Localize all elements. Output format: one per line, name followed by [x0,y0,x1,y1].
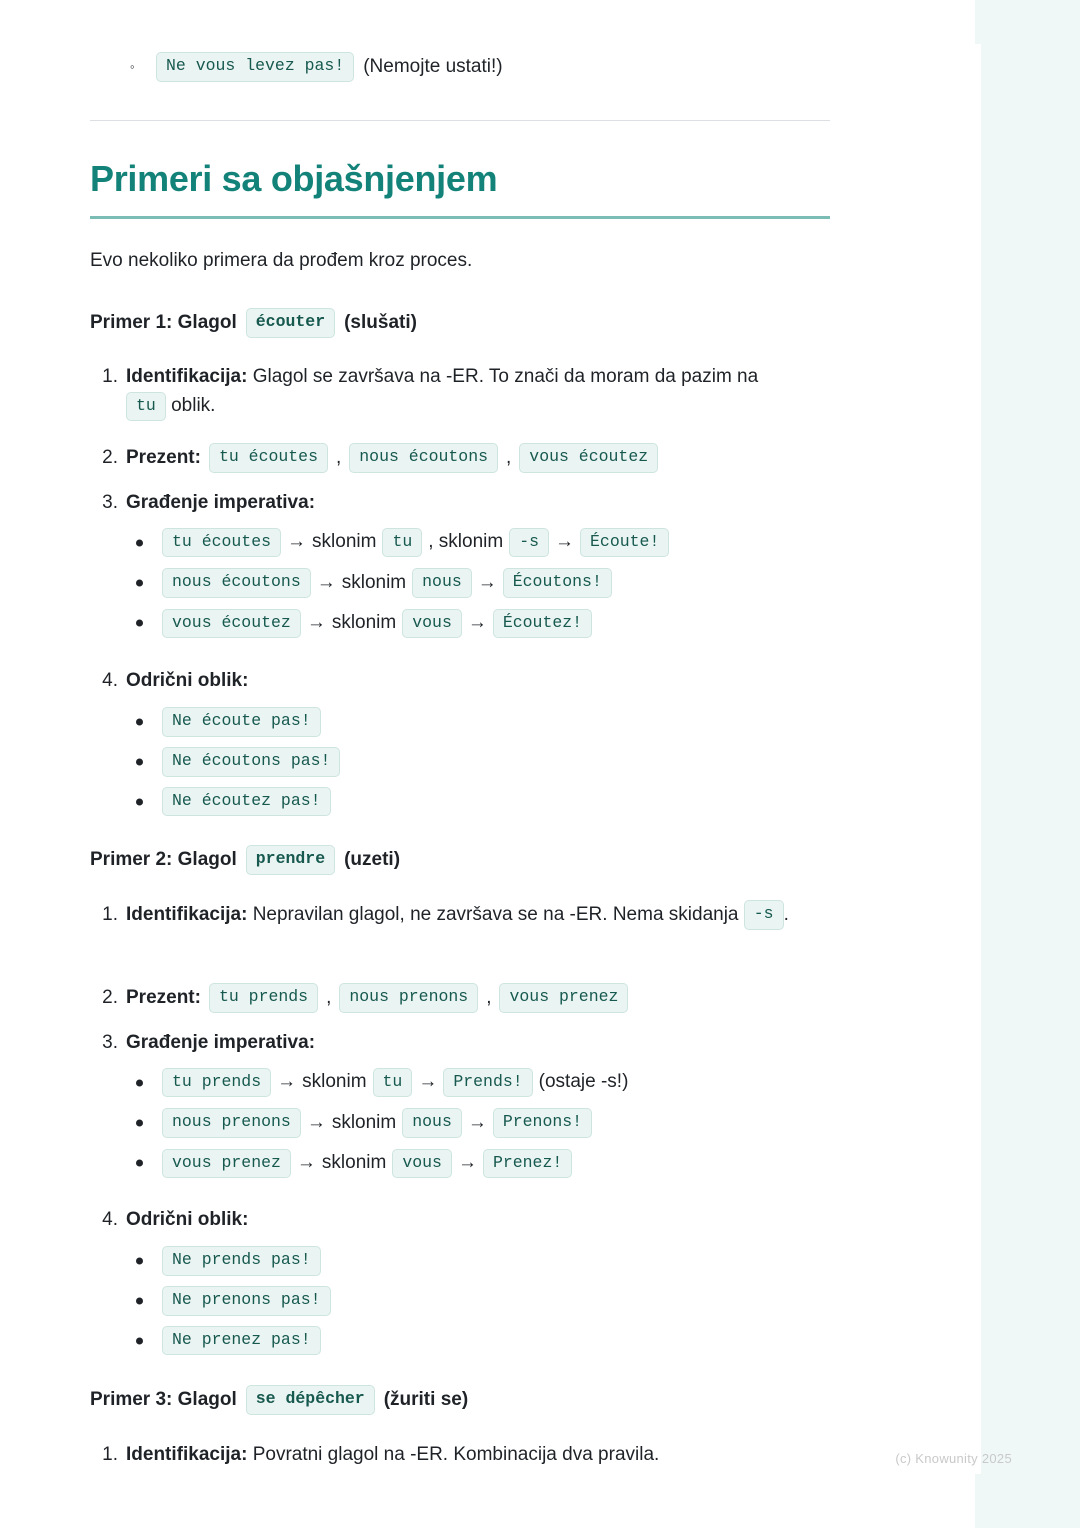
step-text: Glagol se završava na -ER. To znači da moram da pazim na [247,366,759,387]
code-chip: -s [744,900,784,930]
page-side-strip-inner [975,44,981,1474]
action-text-2: , sklonim [428,531,504,553]
code-chip-result: Prenons! [493,1108,592,1138]
list-item [126,1067,850,1097]
bullet-dot [136,580,143,587]
intro-paragraph: Evo nekoliko primera da prođem kroz proces. [90,250,473,271]
step-text: Nepravilan glagol, ne završava se na -ER. Nema skidanja [247,904,739,925]
separator: , [336,447,342,469]
action-text: sklonim [331,612,397,634]
action-text: sklonim [312,531,377,553]
code-chip-result: Prenez! [483,1149,572,1179]
example-label: Primer 2: Glagol [90,848,237,870]
example-3-step-1 [90,1440,850,1475]
code-chip: tu [373,1068,413,1098]
code-chip: -s [509,528,549,558]
code-chip: tu [126,392,166,422]
step-title: Identifikacija: [126,904,248,925]
code-chip: vous écoutez [162,609,301,639]
code-chip: vous prenez [162,1149,291,1179]
example-meaning: (žuriti se) [383,1388,469,1410]
list-item [126,1148,850,1178]
list-item [126,608,850,638]
example-label: Primer 1: Glagol [90,311,237,333]
list-number: 1. [102,904,118,925]
example-meaning: (uzeti) [344,848,401,870]
arrow-icon: → [316,571,336,593]
code-chip-result: Prends! [443,1068,532,1098]
bullet-dot [136,1120,143,1127]
example-label: Primer 3: Glagol [90,1388,237,1410]
bullet-dot [136,1297,143,1304]
list-number: 4. [102,670,118,691]
example-1-step-4 [90,666,850,826]
list-item [126,1246,850,1276]
code-chip: nous écoutons [162,568,311,598]
example-2-step-1 [90,900,850,936]
title-underline [90,216,830,219]
list-item [126,1326,850,1356]
arrow-icon: → [555,531,575,553]
code-chip: Ne écoutons pas! [162,747,340,777]
code-chip: Ne écoute pas! [162,707,321,737]
list-item [126,1108,850,1138]
list-number: 2. [102,987,118,1008]
code-chip-result: Écoutons! [503,568,612,598]
step-title: Identifikacija: [126,366,248,387]
example-2-heading [90,845,850,875]
step-title: Prezent: [126,987,201,1009]
code-chip: vous prenez [499,983,628,1013]
watermark: (c) Knowunity 2025 [895,1451,1012,1466]
code-chip-verb: écouter [246,308,335,338]
list-item [126,527,850,557]
page-side-strip [975,0,1080,1528]
arrow-icon: → [457,1152,477,1174]
code-chip: Ne prends pas! [162,1246,321,1276]
page-title: Primeri sa objašnjenjem [90,158,498,199]
example-2-step-4 [90,1205,850,1365]
action-text: sklonim [331,1111,397,1133]
step-title: Odrični oblik: [126,1209,249,1230]
code-chip: vous [392,1149,452,1179]
list-item [126,1286,850,1316]
list-number: 3. [102,492,118,513]
translation-text: (Nemojte ustati!) [363,55,503,77]
action-text: sklonim [302,1071,367,1093]
code-chip: nous prenons [339,983,478,1013]
example-3-heading [90,1385,850,1415]
bullet-dot [136,719,143,726]
action-text: sklonim [321,1152,387,1174]
separator: , [486,987,492,1009]
list-number: 3. [102,1032,118,1053]
code-chip: tu écoutes [209,443,328,473]
step-text-after: . [783,904,789,925]
example-meaning: (slušati) [344,311,417,333]
separator: , [506,447,512,469]
list-item [126,568,850,598]
bullet-dot [136,539,143,546]
action-text: sklonim [341,571,407,593]
code-chip: Ne vous levez pas! [156,52,354,82]
list-item [126,787,850,817]
list-item [126,747,850,777]
bullet-dot [136,758,143,765]
arrow-icon: → [477,571,497,593]
list-number: 4. [102,1209,118,1230]
step-text-after: oblik. [171,395,216,417]
bullet-dot [136,798,143,805]
code-chip: Ne prenons pas! [162,1286,331,1316]
step-title: Građenje imperativa: [126,1032,316,1053]
code-chip: tu prends [162,1068,271,1098]
list-number: 1. [102,1444,118,1465]
divider [90,120,830,121]
code-chip-result: Écoutez! [493,609,592,639]
code-chip: Ne écoutez pas! [162,787,331,817]
bullet-marker: ◦ [130,59,135,75]
separator: , [326,987,332,1009]
bullet-dot [136,1258,143,1265]
step-text: Povratni glagol na -ER. Kombinacija dva pravila. [247,1444,660,1465]
arrow-icon: → [467,612,487,634]
code-chip: vous écoutez [519,443,658,473]
step-title: Prezent: [126,447,201,469]
code-chip: nous écoutons [349,443,498,473]
code-chip: tu prends [209,983,318,1013]
step-title: Identifikacija: [126,1444,248,1465]
code-chip-result: Écoute! [580,528,669,558]
list-item [130,52,503,82]
step-title: Odrični oblik: [126,670,249,691]
code-chip: Ne prenez pas! [162,1326,321,1356]
arrow-icon: → [306,1111,326,1133]
code-chip-verb: se dépêcher [246,1385,375,1415]
list-number: 1. [102,366,118,387]
code-chip: nous [402,1108,462,1138]
step-title: Građenje imperativa: [126,492,316,513]
example-1-step-1 [90,362,850,427]
arrow-icon: → [418,1071,438,1093]
code-chip: nous prenons [162,1108,301,1138]
example-1-step-3 [90,488,850,649]
arrow-icon: → [277,1071,297,1093]
list-item [126,707,850,737]
bullet-dot [136,1337,143,1344]
arrow-icon: → [306,612,326,634]
example-2-step-3 [90,1028,850,1189]
arrow-icon: → [287,531,307,553]
example-2-step-2 [90,983,850,1019]
code-chip: tu [382,528,422,558]
code-chip-verb: prendre [246,845,335,875]
list-number: 2. [102,447,118,468]
code-chip: nous [412,568,472,598]
example-1-step-2 [90,443,850,479]
note-text: (ostaje -s!) [538,1071,629,1093]
arrow-icon: → [467,1111,487,1133]
code-chip: vous [402,609,462,639]
bullet-dot [136,620,143,627]
bullet-dot [136,1160,143,1167]
example-1-heading [90,308,850,338]
code-chip: tu écoutes [162,528,281,558]
bullet-dot [136,1079,143,1086]
arrow-icon: → [296,1152,316,1174]
